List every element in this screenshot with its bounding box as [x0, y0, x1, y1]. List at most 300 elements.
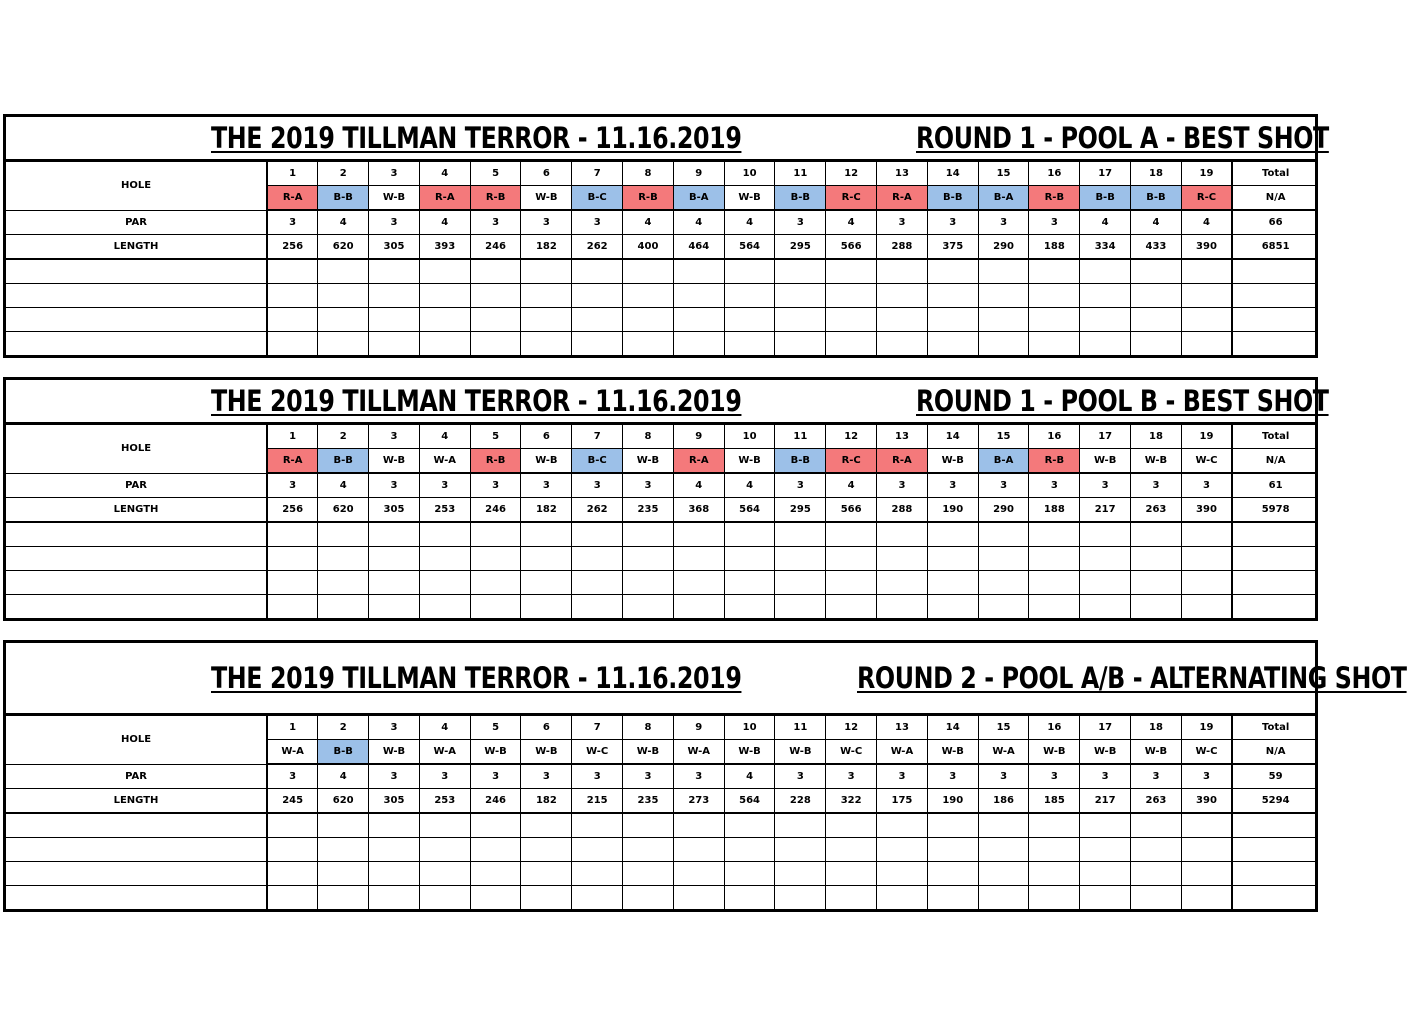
score-cell	[419, 308, 470, 332]
tee-cell: W-B	[927, 449, 978, 474]
par-cell: 4	[724, 473, 775, 498]
score-cell	[673, 595, 724, 619]
score-cell	[877, 813, 928, 838]
par-cell: 4	[318, 764, 369, 789]
hole-number-row	[6, 425, 1318, 449]
hole-number: 15	[978, 716, 1029, 740]
score-cell	[572, 886, 623, 910]
score-cell	[1029, 862, 1080, 886]
score-cell	[470, 862, 521, 886]
par-cell: 4	[318, 210, 369, 235]
hole-number: 10	[724, 425, 775, 449]
length-cell: 185	[1029, 789, 1080, 814]
score-cell	[775, 838, 826, 862]
score-row	[6, 571, 1318, 595]
hole-number: 3	[369, 162, 420, 186]
hole-number: 14	[927, 716, 978, 740]
score-cell	[572, 308, 623, 332]
hole-number-row	[6, 716, 1318, 740]
length-cell: 288	[877, 498, 928, 523]
score-cell	[419, 259, 470, 284]
score-cell	[775, 259, 826, 284]
par-cell: 4	[724, 210, 775, 235]
score-cell	[521, 308, 572, 332]
score-cell	[1131, 522, 1182, 547]
length-cell: 246	[470, 235, 521, 260]
score-cell	[1080, 862, 1131, 886]
length-cell: 262	[572, 235, 623, 260]
tee-cell: W-C	[1181, 449, 1232, 474]
length-cell: 246	[470, 789, 521, 814]
hole-number: 12	[826, 716, 877, 740]
par-cell: 4	[1080, 210, 1131, 235]
hole-number: 4	[419, 162, 470, 186]
score-cell	[877, 308, 928, 332]
score-cell	[673, 522, 724, 547]
score-cell	[1029, 522, 1080, 547]
hole-label: HOLE	[6, 162, 267, 211]
hole-number: 19	[1181, 425, 1232, 449]
score-cell	[927, 571, 978, 595]
tee-cell: W-C	[572, 740, 623, 765]
score-cell	[724, 332, 775, 356]
tee-cell: W-B	[724, 740, 775, 765]
score-total-cell	[1232, 522, 1318, 547]
score-cell	[572, 838, 623, 862]
tee-cell: W-A	[877, 740, 928, 765]
score-cell	[826, 308, 877, 332]
length-cell: 620	[318, 789, 369, 814]
length-cell: 263	[1131, 789, 1182, 814]
hole-number: 7	[572, 425, 623, 449]
score-cell	[724, 522, 775, 547]
score-cell	[927, 522, 978, 547]
score-cell	[1181, 886, 1232, 910]
score-cell	[470, 886, 521, 910]
score-cell	[369, 259, 420, 284]
tee-cell: N/A	[1232, 449, 1318, 474]
scorecard-table	[6, 161, 1318, 355]
length-cell: 215	[572, 789, 623, 814]
event-title: THE 2019 TILLMAN TERROR - 11.16.2019	[211, 661, 742, 695]
score-cell	[927, 813, 978, 838]
player-name-cell	[6, 547, 267, 571]
score-cell	[978, 838, 1029, 862]
score-cell	[521, 547, 572, 571]
length-cell: 334	[1080, 235, 1131, 260]
par-cell: 3	[1181, 764, 1232, 789]
score-cell	[1029, 595, 1080, 619]
length-cell: 400	[623, 235, 674, 260]
tee-cell: W-B	[1080, 449, 1131, 474]
score-cell	[724, 259, 775, 284]
scorecard-round2-pool-ab	[3, 640, 1407, 912]
hole-number: 3	[369, 716, 420, 740]
tee-cell: N/A	[1232, 740, 1318, 765]
round-title: ROUND 1 - POOL A - BEST SHOT	[916, 121, 1329, 155]
score-cell	[673, 547, 724, 571]
score-cell	[826, 571, 877, 595]
score-cell	[724, 862, 775, 886]
tee-cell: B-B	[927, 186, 978, 211]
length-cell: 564	[724, 498, 775, 523]
score-cell	[673, 284, 724, 308]
score-cell	[877, 886, 928, 910]
length-cell: 390	[1181, 235, 1232, 260]
score-cell	[1131, 838, 1182, 862]
score-cell	[419, 571, 470, 595]
length-cell: 235	[623, 789, 674, 814]
par-cell: 3	[927, 764, 978, 789]
par-cell: 3	[419, 764, 470, 789]
par-cell: 3	[1029, 764, 1080, 789]
score-cell	[978, 259, 1029, 284]
score-cell	[419, 838, 470, 862]
par-cell: 3	[521, 764, 572, 789]
score-cell	[267, 522, 318, 547]
score-cell	[927, 332, 978, 356]
scorecard-round1-pool-b	[3, 377, 1329, 621]
tee-cell: W-B	[521, 186, 572, 211]
length-cell: 295	[775, 498, 826, 523]
hole-number: 15	[978, 425, 1029, 449]
player-name-cell	[6, 838, 267, 862]
length-cell: 368	[673, 498, 724, 523]
score-cell	[826, 838, 877, 862]
score-total-cell	[1232, 886, 1318, 910]
length-cell: 273	[673, 789, 724, 814]
tee-cell: W-A	[419, 449, 470, 474]
score-cell	[1080, 332, 1131, 356]
event-title: THE 2019 TILLMAN TERROR - 11.16.2019	[211, 121, 742, 155]
score-cell	[724, 571, 775, 595]
score-cell	[572, 571, 623, 595]
score-cell	[419, 547, 470, 571]
score-cell	[1181, 522, 1232, 547]
score-cell	[775, 813, 826, 838]
score-cell	[927, 595, 978, 619]
score-cell	[877, 332, 928, 356]
score-cell	[1181, 308, 1232, 332]
score-cell	[775, 332, 826, 356]
score-cell	[318, 547, 369, 571]
score-cell	[470, 838, 521, 862]
score-cell	[572, 547, 623, 571]
score-cell	[419, 862, 470, 886]
scorecard-header	[6, 380, 1329, 424]
score-total-cell	[1232, 813, 1318, 838]
score-cell	[623, 595, 674, 619]
length-row	[6, 498, 1318, 523]
score-cell	[877, 522, 928, 547]
score-cell	[1181, 332, 1232, 356]
tee-cell: W-B	[724, 186, 775, 211]
par-total: 59	[1232, 764, 1318, 789]
score-cell	[1131, 259, 1182, 284]
hole-number: 13	[877, 425, 928, 449]
tee-cell: B-B	[775, 449, 826, 474]
hole-number: 18	[1131, 425, 1182, 449]
score-cell	[267, 332, 318, 356]
score-cell	[724, 813, 775, 838]
par-cell: 3	[470, 210, 521, 235]
length-row	[6, 789, 1318, 814]
length-cell: 186	[978, 789, 1029, 814]
score-cell	[623, 308, 674, 332]
player-name-cell	[6, 259, 267, 284]
score-cell	[267, 862, 318, 886]
hole-number: 6	[521, 716, 572, 740]
par-cell: 3	[267, 764, 318, 789]
score-cell	[1080, 838, 1131, 862]
score-total-cell	[1232, 571, 1318, 595]
tee-cell: B-A	[978, 186, 1029, 211]
player-name-cell	[6, 332, 267, 356]
score-total-cell	[1232, 595, 1318, 619]
score-cell	[927, 886, 978, 910]
hole-number: 9	[673, 162, 724, 186]
hole-number-row	[6, 162, 1318, 186]
player-name-cell	[6, 308, 267, 332]
score-cell	[623, 522, 674, 547]
score-cell	[978, 862, 1029, 886]
hole-number: 16	[1029, 716, 1080, 740]
score-cell	[623, 571, 674, 595]
score-cell	[978, 547, 1029, 571]
par-cell: 3	[267, 473, 318, 498]
score-cell	[1080, 522, 1131, 547]
score-cell	[318, 332, 369, 356]
tee-cell: W-B	[369, 740, 420, 765]
score-cell	[877, 838, 928, 862]
hole-number: 1	[267, 716, 318, 740]
length-cell: 393	[419, 235, 470, 260]
score-cell	[267, 571, 318, 595]
par-cell: 3	[927, 473, 978, 498]
score-cell	[775, 547, 826, 571]
length-cell: 390	[1181, 498, 1232, 523]
score-total-cell	[1232, 838, 1318, 862]
hole-number: 6	[521, 162, 572, 186]
score-cell	[1029, 838, 1080, 862]
hole-number: 14	[927, 425, 978, 449]
round-title: ROUND 2 - POOL A/B - ALTERNATING SHOT	[857, 661, 1407, 695]
score-cell	[724, 547, 775, 571]
tee-cell: W-A	[419, 740, 470, 765]
player-name-cell	[6, 886, 267, 910]
score-cell	[318, 838, 369, 862]
par-cell: 3	[775, 473, 826, 498]
score-cell	[470, 571, 521, 595]
par-cell: 3	[572, 764, 623, 789]
score-cell	[318, 886, 369, 910]
hole-number: 17	[1080, 425, 1131, 449]
score-cell	[572, 522, 623, 547]
score-cell	[369, 886, 420, 910]
score-cell	[369, 813, 420, 838]
tee-cell: W-A	[978, 740, 1029, 765]
player-name-cell	[6, 813, 267, 838]
score-cell	[470, 595, 521, 619]
score-cell	[1080, 259, 1131, 284]
score-cell	[369, 862, 420, 886]
tee-cell: W-C	[1181, 740, 1232, 765]
par-row	[6, 210, 1318, 235]
score-cell	[1131, 308, 1182, 332]
par-cell: 3	[470, 473, 521, 498]
length-cell: 190	[927, 789, 978, 814]
score-cell	[826, 284, 877, 308]
length-cell: 253	[419, 789, 470, 814]
score-cell	[623, 838, 674, 862]
par-cell: 3	[623, 473, 674, 498]
length-total: 6851	[1232, 235, 1318, 260]
total-header: Total	[1232, 716, 1318, 740]
length-cell: 288	[877, 235, 928, 260]
tee-cell: B-B	[318, 186, 369, 211]
length-cell: 620	[318, 235, 369, 260]
hole-number: 5	[470, 425, 521, 449]
par-cell: 3	[1080, 764, 1131, 789]
length-cell: 305	[369, 235, 420, 260]
par-row	[6, 764, 1318, 789]
score-cell	[826, 813, 877, 838]
hole-number: 1	[267, 162, 318, 186]
score-cell	[673, 838, 724, 862]
par-cell: 3	[369, 764, 420, 789]
score-cell	[673, 571, 724, 595]
tee-cell: R-B	[1029, 186, 1080, 211]
score-cell	[775, 284, 826, 308]
score-cell	[318, 813, 369, 838]
length-cell: 245	[267, 789, 318, 814]
tee-cell: R-B	[1029, 449, 1080, 474]
score-cell	[1080, 886, 1131, 910]
score-total-cell	[1232, 332, 1318, 356]
tee-cell: R-A	[673, 449, 724, 474]
score-cell	[877, 571, 928, 595]
score-cell	[978, 595, 1029, 619]
score-row	[6, 308, 1318, 332]
score-cell	[1080, 595, 1131, 619]
par-cell: 3	[1181, 473, 1232, 498]
score-cell	[673, 862, 724, 886]
score-cell	[1181, 259, 1232, 284]
score-cell	[724, 886, 775, 910]
score-cell	[826, 595, 877, 619]
tee-cell: R-A	[877, 186, 928, 211]
score-cell	[1029, 571, 1080, 595]
score-cell	[572, 284, 623, 308]
hole-number: 11	[775, 425, 826, 449]
par-cell: 4	[318, 473, 369, 498]
score-cell	[1029, 259, 1080, 284]
score-row	[6, 547, 1318, 571]
tee-cell: R-A	[419, 186, 470, 211]
tee-cell: B-B	[1080, 186, 1131, 211]
length-cell: 217	[1080, 498, 1131, 523]
hole-number: 2	[318, 425, 369, 449]
tee-cell: B-B	[1131, 186, 1182, 211]
tee-cell: B-A	[673, 186, 724, 211]
score-cell	[775, 595, 826, 619]
score-cell	[267, 886, 318, 910]
score-cell	[1080, 571, 1131, 595]
par-cell: 3	[1029, 473, 1080, 498]
length-cell: 290	[978, 235, 1029, 260]
score-cell	[724, 838, 775, 862]
score-row	[6, 522, 1318, 547]
hole-number: 17	[1080, 162, 1131, 186]
par-cell: 3	[572, 210, 623, 235]
par-cell: 3	[673, 764, 724, 789]
score-cell	[318, 595, 369, 619]
score-cell	[673, 308, 724, 332]
length-cell: 182	[521, 498, 572, 523]
score-cell	[877, 595, 928, 619]
score-cell	[1181, 862, 1232, 886]
score-cell	[1131, 547, 1182, 571]
score-cell	[927, 547, 978, 571]
score-cell	[369, 284, 420, 308]
score-cell	[369, 547, 420, 571]
hole-number: 4	[419, 716, 470, 740]
score-cell	[826, 332, 877, 356]
par-cell: 3	[877, 764, 928, 789]
score-cell	[623, 886, 674, 910]
hole-number: 5	[470, 162, 521, 186]
hole-number: 8	[623, 162, 674, 186]
score-cell	[521, 838, 572, 862]
score-cell	[572, 813, 623, 838]
score-cell	[775, 886, 826, 910]
par-cell: 3	[826, 764, 877, 789]
par-cell: 4	[673, 473, 724, 498]
length-cell: 620	[318, 498, 369, 523]
score-cell	[369, 308, 420, 332]
score-row	[6, 862, 1318, 886]
score-cell	[419, 886, 470, 910]
par-cell: 4	[1181, 210, 1232, 235]
player-name-cell	[6, 571, 267, 595]
score-cell	[623, 284, 674, 308]
score-cell	[724, 284, 775, 308]
hole-number: 12	[826, 162, 877, 186]
hole-number: 7	[572, 716, 623, 740]
score-total-cell	[1232, 259, 1318, 284]
score-cell	[1080, 547, 1131, 571]
score-cell	[724, 308, 775, 332]
score-cell	[1131, 862, 1182, 886]
length-cell: 566	[826, 235, 877, 260]
score-cell	[369, 595, 420, 619]
par-cell: 3	[1131, 764, 1182, 789]
hole-number: 16	[1029, 162, 1080, 186]
par-cell: 3	[369, 210, 420, 235]
length-cell: 182	[521, 789, 572, 814]
par-cell: 4	[826, 210, 877, 235]
score-cell	[775, 571, 826, 595]
score-cell	[470, 332, 521, 356]
length-cell: 305	[369, 789, 420, 814]
tee-cell: R-B	[470, 449, 521, 474]
par-cell: 3	[877, 473, 928, 498]
hole-label: HOLE	[6, 716, 267, 765]
length-label: LENGTH	[6, 498, 267, 523]
score-cell	[267, 259, 318, 284]
length-cell: 228	[775, 789, 826, 814]
tee-cell: W-B	[623, 740, 674, 765]
